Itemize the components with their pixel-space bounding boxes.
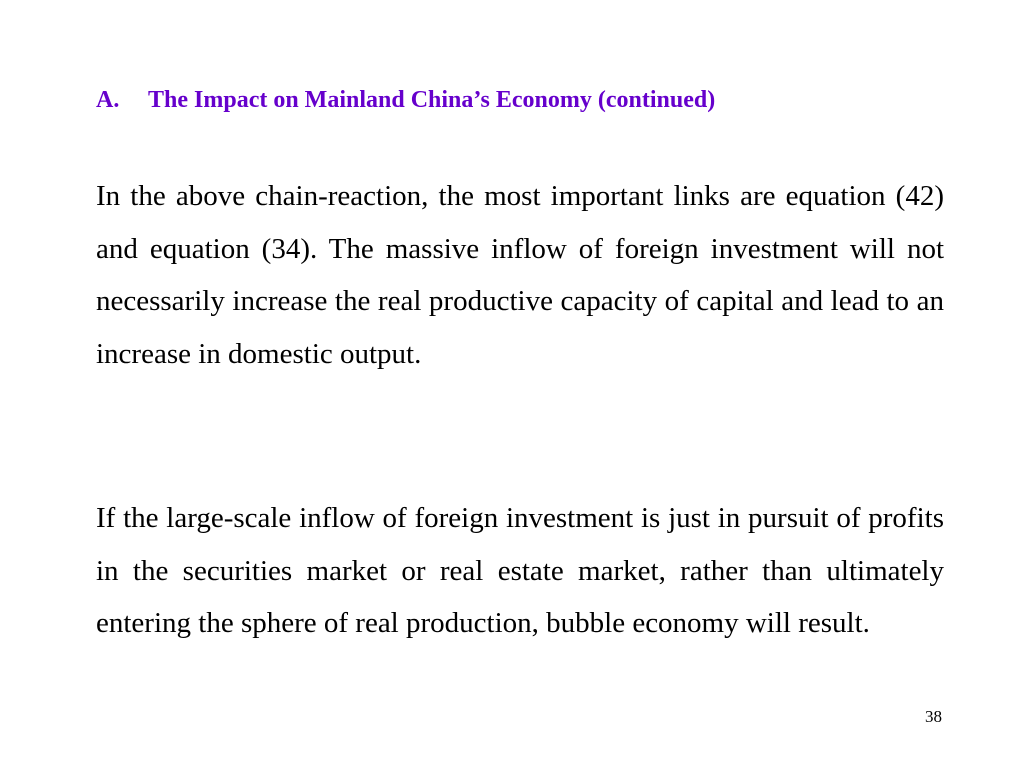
heading-marker: A. (96, 87, 120, 113)
page-number: 38 (925, 707, 942, 726)
slide-heading (96, 84, 715, 116)
heading-text: The Impact on Mainland China’s Economy (continued) (148, 87, 716, 113)
body-paragraph-2: If the large-scale inflow of foreign investment is just in pursuit of profits in the securities market or real estate market, rather than ultimately entering the sphere of real production, bubble economy will result. (96, 502, 944, 639)
body-paragraph-1: In the above chain-reaction, the most important links are equation (42) and equation (34). The massive inflow of foreign investment will not necessarily increase the real productive capacity of capital and lead to an increase in domestic output. (96, 180, 944, 370)
